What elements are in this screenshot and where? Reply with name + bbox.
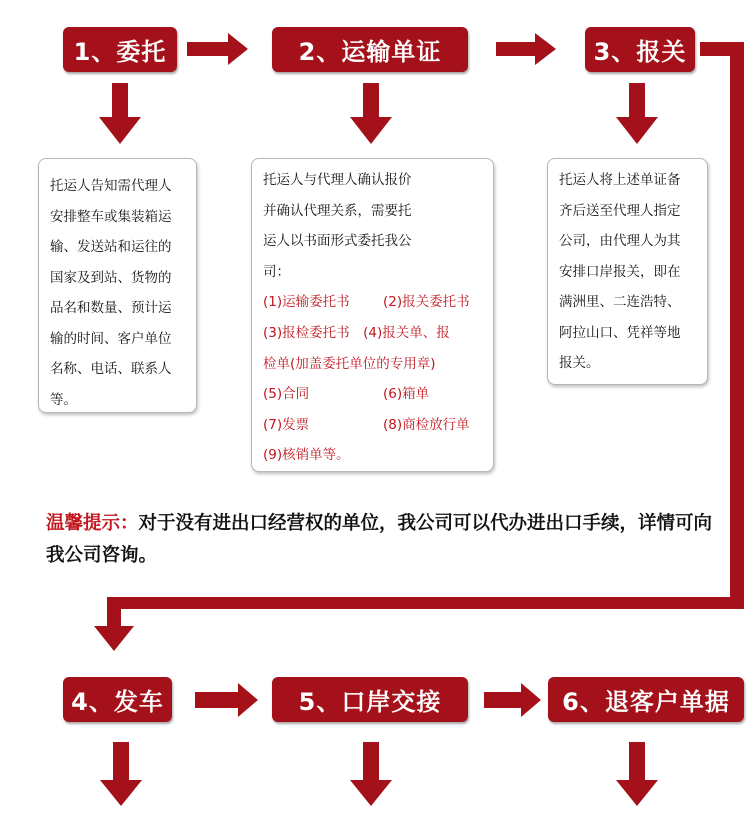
step-5-port-handover: 5、口岸交接 [272, 677, 468, 722]
desc-line: 阿拉山口、凭祥等地 [559, 324, 681, 341]
document-row: 检单(加盖委托单位的专用章) [263, 355, 436, 372]
desc-line: 托运人与代理人确认报价 [263, 172, 412, 188]
step-3-customs-declaration: 3、报关 [585, 27, 695, 72]
arrow-right-1-2 [187, 33, 248, 65]
step-2-description [251, 158, 494, 472]
document-item: (6)箱单 [383, 386, 430, 403]
document-row [263, 410, 493, 441]
step-3-description [547, 158, 708, 385]
desc-line: 报关。 [559, 355, 600, 371]
document-item: (1)运输委托书 [263, 294, 350, 311]
arrow-down-5 [350, 742, 392, 806]
document-item: (5)合同 [263, 386, 310, 403]
document-row [263, 287, 493, 318]
desc-line: 名称、电话、联系人 [50, 361, 172, 377]
warm-tip [46, 508, 726, 572]
step-1-entrust: 1、委托 [63, 27, 177, 72]
desc-line: 安排整车或集装箱运 [50, 208, 172, 225]
desc-line: 满洲里、二连浩特、 [559, 294, 681, 310]
arrow-down-3 [616, 83, 658, 144]
desc-line: 并确认代理关系，需要托 [263, 202, 412, 219]
step-4-departure: 4、发车 [63, 677, 172, 722]
warm-tip-text: 对于没有进出口经营权的单位，我公司可以代办进出口手续，详情可向我公司咨询。 [46, 513, 713, 566]
step-2-transport-documents: 2、运输单证 [272, 27, 468, 72]
arrow-right-5-6 [484, 683, 541, 717]
step-6-return-documents: 6、退客户单据 [548, 677, 744, 722]
desc-line: 等。 [50, 391, 77, 408]
document-item: (8)商检放行单 [383, 416, 470, 433]
desc-line: 品名和数量、预计运 [50, 300, 172, 316]
arrow-right-4-5 [195, 683, 258, 717]
arrow-down-1 [99, 83, 141, 144]
document-row: (9)核销单等。 [263, 447, 350, 464]
arrow-right-2-3 [496, 33, 556, 65]
desc-line: 国家及到站、货物的 [50, 269, 172, 286]
arrow-down-6 [616, 742, 658, 806]
desc-line: 运人以书面形式委托我公 [263, 233, 412, 250]
desc-line: 司： [263, 263, 290, 280]
document-item: (7)发票 [263, 416, 310, 433]
arrow-down-2 [350, 83, 392, 144]
desc-line: 安排口岸报关，即在 [559, 263, 681, 280]
document-row [263, 379, 493, 410]
desc-line: 输的时间、客户单位 [50, 330, 172, 347]
desc-line: 齐后送至代理人指定 [559, 202, 681, 219]
document-row: (3)报检委托书 (4)报关单、报 [263, 324, 450, 341]
arrow-down-4 [100, 742, 142, 806]
desc-line: 托运人将上述单证备 [559, 172, 681, 188]
desc-line: 托运人告知需代理人 [50, 178, 172, 194]
desc-line: 输、发送站和运往的 [50, 239, 172, 255]
desc-line: 公司，由代理人为其 [559, 233, 681, 249]
step-1-description [38, 158, 197, 413]
document-item: (2)报关委托书 [383, 294, 470, 311]
warm-tip-label: 温馨提示： [46, 513, 139, 534]
